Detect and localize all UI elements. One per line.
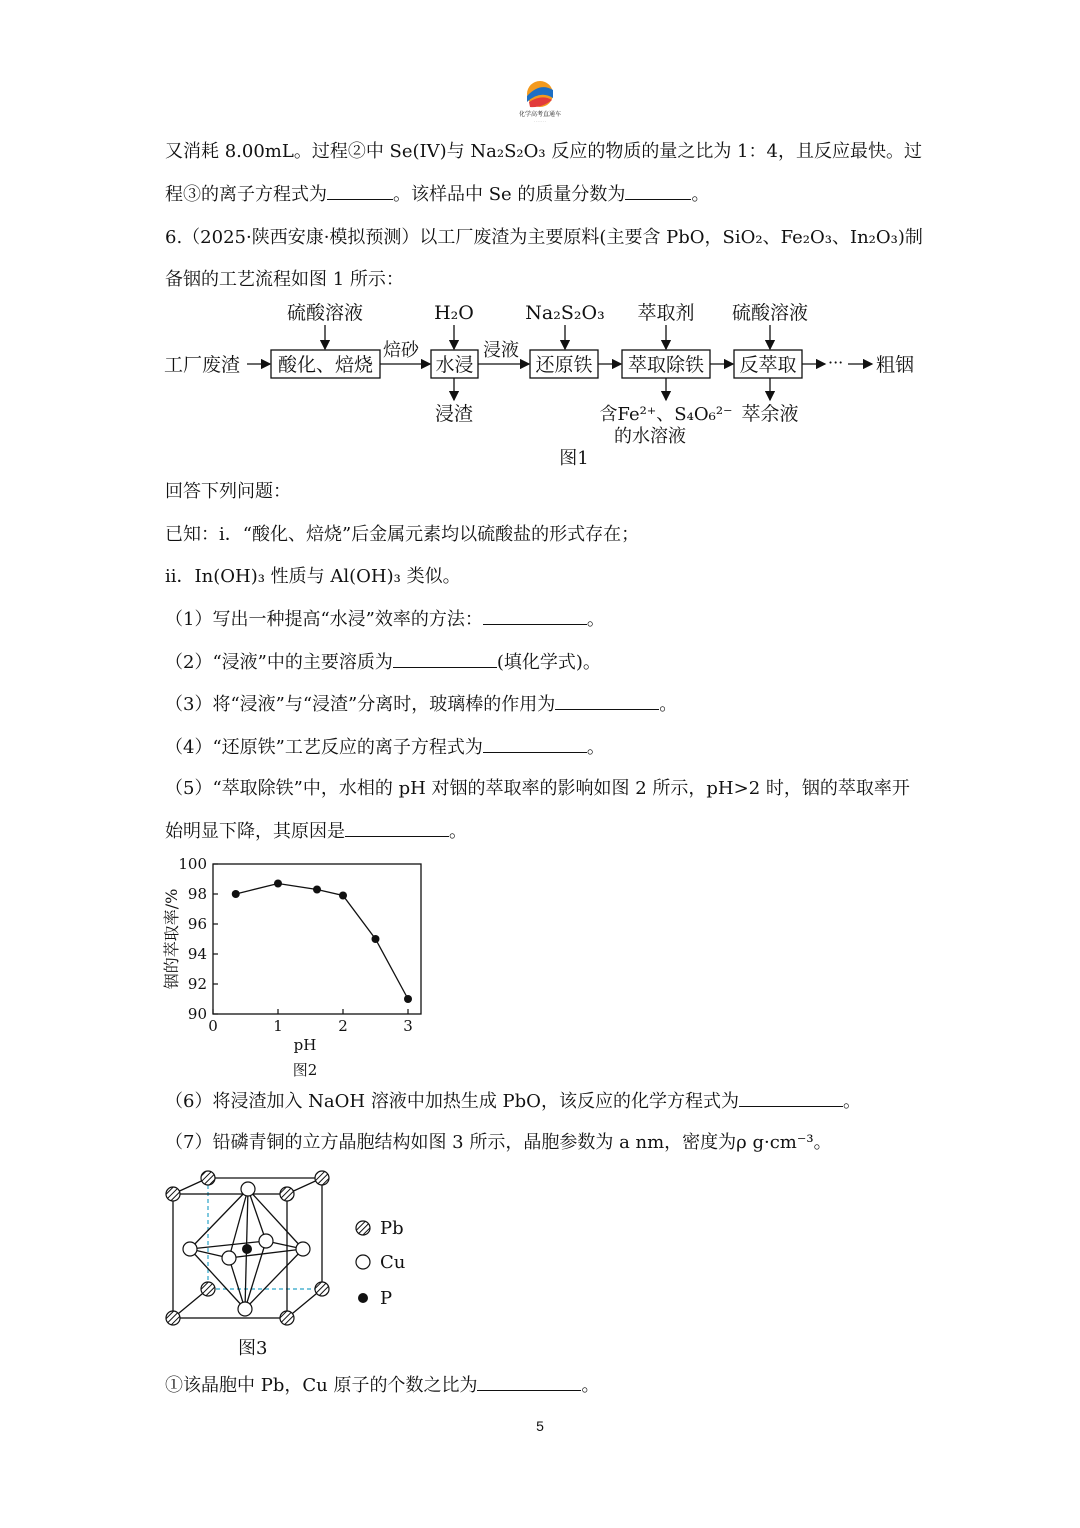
answer-blank[interactable]: [477, 1372, 581, 1391]
data-point: [274, 880, 282, 888]
pb-atom: [166, 1187, 180, 1201]
flow-output: 含Fe²⁺、S₄O₆²⁻: [599, 404, 733, 425]
x-tick-label: 3: [403, 1017, 413, 1035]
figure-caption: 图3: [238, 1338, 268, 1359]
legend-pb-icon: [356, 1221, 370, 1235]
x-tick-label: 0: [208, 1017, 218, 1035]
answer-blank[interactable]: [393, 649, 497, 668]
page-number: 5: [536, 1418, 544, 1434]
flow-end: 粗铟: [876, 354, 915, 376]
answer-blank[interactable]: [555, 691, 659, 710]
text-line: 备铟的工艺流程如图 1 所示：: [165, 269, 404, 290]
flow-arrow-label: 焙砂: [383, 340, 419, 361]
legend-label: Pb: [380, 1218, 404, 1239]
y-tick-label: 90: [187, 1005, 207, 1023]
cu-atom: [241, 1182, 255, 1196]
y-tick-label: 100: [178, 855, 207, 873]
legend-label: P: [380, 1288, 393, 1309]
flow-start: 工厂废渣: [164, 354, 241, 376]
figure-caption: 图2: [292, 1061, 318, 1079]
text-line: ii．In(OH)₃ 性质与 Al(OH)₃ 类似。: [165, 566, 461, 587]
cu-atom: [183, 1242, 197, 1256]
flow-input: H₂O: [434, 302, 474, 324]
answer-blank[interactable]: [625, 181, 691, 200]
pb-atom: [201, 1282, 215, 1296]
cu-atom: [259, 1234, 273, 1248]
process-flow-diagram: [160, 298, 930, 473]
flow-input: 硫酸溶液: [286, 302, 364, 324]
subquestion-3: （3）将“浸液”与“浸渣”分离时，玻璃棒的作用为 。: [165, 691, 677, 718]
subquestion-7: （7）铅磷青铜的立方晶胞结构如图 3 所示，晶胞参数为 a nm，密度为ρ g·cm⁻³。: [165, 1132, 832, 1153]
data-point: [313, 886, 321, 894]
flow-input: 萃取剂: [637, 302, 695, 324]
legend-cu-icon: [356, 1255, 370, 1269]
flow-output: 萃余液: [741, 403, 799, 425]
legend-label: Cu: [380, 1252, 406, 1273]
pb-atom: [201, 1171, 215, 1185]
flow-box-label: 酸化、焙烧: [277, 354, 374, 376]
subquestion-1: （1）写出一种提高“水浸”效率的方法： 。: [165, 606, 605, 633]
cu-atom: [222, 1251, 236, 1265]
x-tick-label: 1: [273, 1017, 283, 1035]
flow-input: Na₂S₂O₃: [525, 302, 605, 324]
answer-blank[interactable]: [327, 181, 393, 200]
text-line: 已知：i．“酸化、焙烧”后金属元素均以硫酸盐的形式存在；: [165, 524, 640, 545]
flow-box-label: 水浸: [435, 354, 474, 376]
flow-output: 的水溶液: [614, 426, 686, 447]
data-point: [232, 890, 240, 898]
pb-atom: [315, 1171, 329, 1185]
flow-input: 硫酸溶液: [731, 302, 809, 324]
data-point: [339, 892, 347, 900]
flow-ellipsis: ···: [828, 353, 844, 372]
subquestion-2: （2）“浸液”中的主要溶质为 (填化学式)。: [165, 649, 601, 676]
x-tick-label: 2: [338, 1017, 348, 1035]
text-line: 又消耗 8.00mL。过程②中 Se(IV)与 Na₂S₂O₃ 反应的物质的量之比为 1：4，且反应最快。过: [165, 141, 922, 162]
y-tick-label: 92: [187, 975, 207, 993]
answer-blank[interactable]: [345, 818, 449, 837]
flow-box-label: 萃取除铁: [627, 354, 705, 376]
text-line: 始明显下降，其原因是 。: [165, 818, 467, 845]
y-axis-label: 铟的萃取率/%: [162, 888, 181, 990]
subquestion-6: （6）将浸渣加入 NaOH 溶液中加热生成 PbO，该反应的化学方程式为 。: [165, 1088, 861, 1115]
subquestion-7-part-1: ①该晶胞中 Pb，Cu 原子的个数之比为 。: [165, 1372, 599, 1399]
pb-atom: [166, 1311, 180, 1325]
text-line: 程③的离子方程式为 。该样品中 Se 的质量分数为 。: [165, 181, 709, 208]
subquestion-4: （4）“还原铁”工艺反应的离子方程式为 。: [165, 734, 605, 761]
flow-output: 浸渣: [434, 403, 474, 425]
flow-box-label: 反萃取: [739, 354, 797, 376]
pb-atom: [280, 1187, 294, 1201]
y-tick-label: 94: [187, 945, 207, 963]
pb-atom: [315, 1282, 329, 1296]
data-point: [404, 995, 412, 1003]
publisher-logo: [512, 78, 568, 124]
figure-caption: 图1: [559, 448, 589, 469]
text-line: 回答下列问题：: [165, 481, 291, 502]
legend-p-icon: [358, 1293, 368, 1303]
answer-blank[interactable]: [739, 1088, 843, 1107]
cu-atom: [238, 1302, 252, 1316]
x-axis-label: pH: [293, 1036, 317, 1054]
data-point: [372, 935, 380, 943]
question-heading: 6.（2025·陕西安康·模拟预测）以工厂废渣为主要原料(主要含 PbO，SiO₂、Fe₂O₃、In₂O₃)制: [165, 227, 923, 248]
flow-box-label: 还原铁: [535, 354, 593, 376]
answer-blank[interactable]: [483, 606, 587, 625]
cu-atom: [296, 1242, 310, 1256]
unit-cell-diagram: [158, 1162, 458, 1362]
subquestion-5: （5）“萃取除铁”中，水相的 pH 对铟的萃取率的影响如图 2 所示，pH>2 时，铟的萃取率开: [165, 778, 910, 799]
answer-blank[interactable]: [483, 734, 587, 753]
svg-text:· · · · · · ·: · · · · · · ·: [533, 119, 547, 123]
y-tick-label: 96: [187, 915, 207, 933]
pb-atom: [280, 1311, 294, 1325]
extraction-rate-chart: [155, 852, 445, 1084]
series-line: [236, 884, 408, 1000]
p-atom: [242, 1244, 252, 1254]
logo-caption: 化学高考直通车: [518, 111, 562, 118]
y-tick-label: 98: [187, 885, 207, 903]
flow-arrow-label: 浸液: [483, 340, 519, 361]
